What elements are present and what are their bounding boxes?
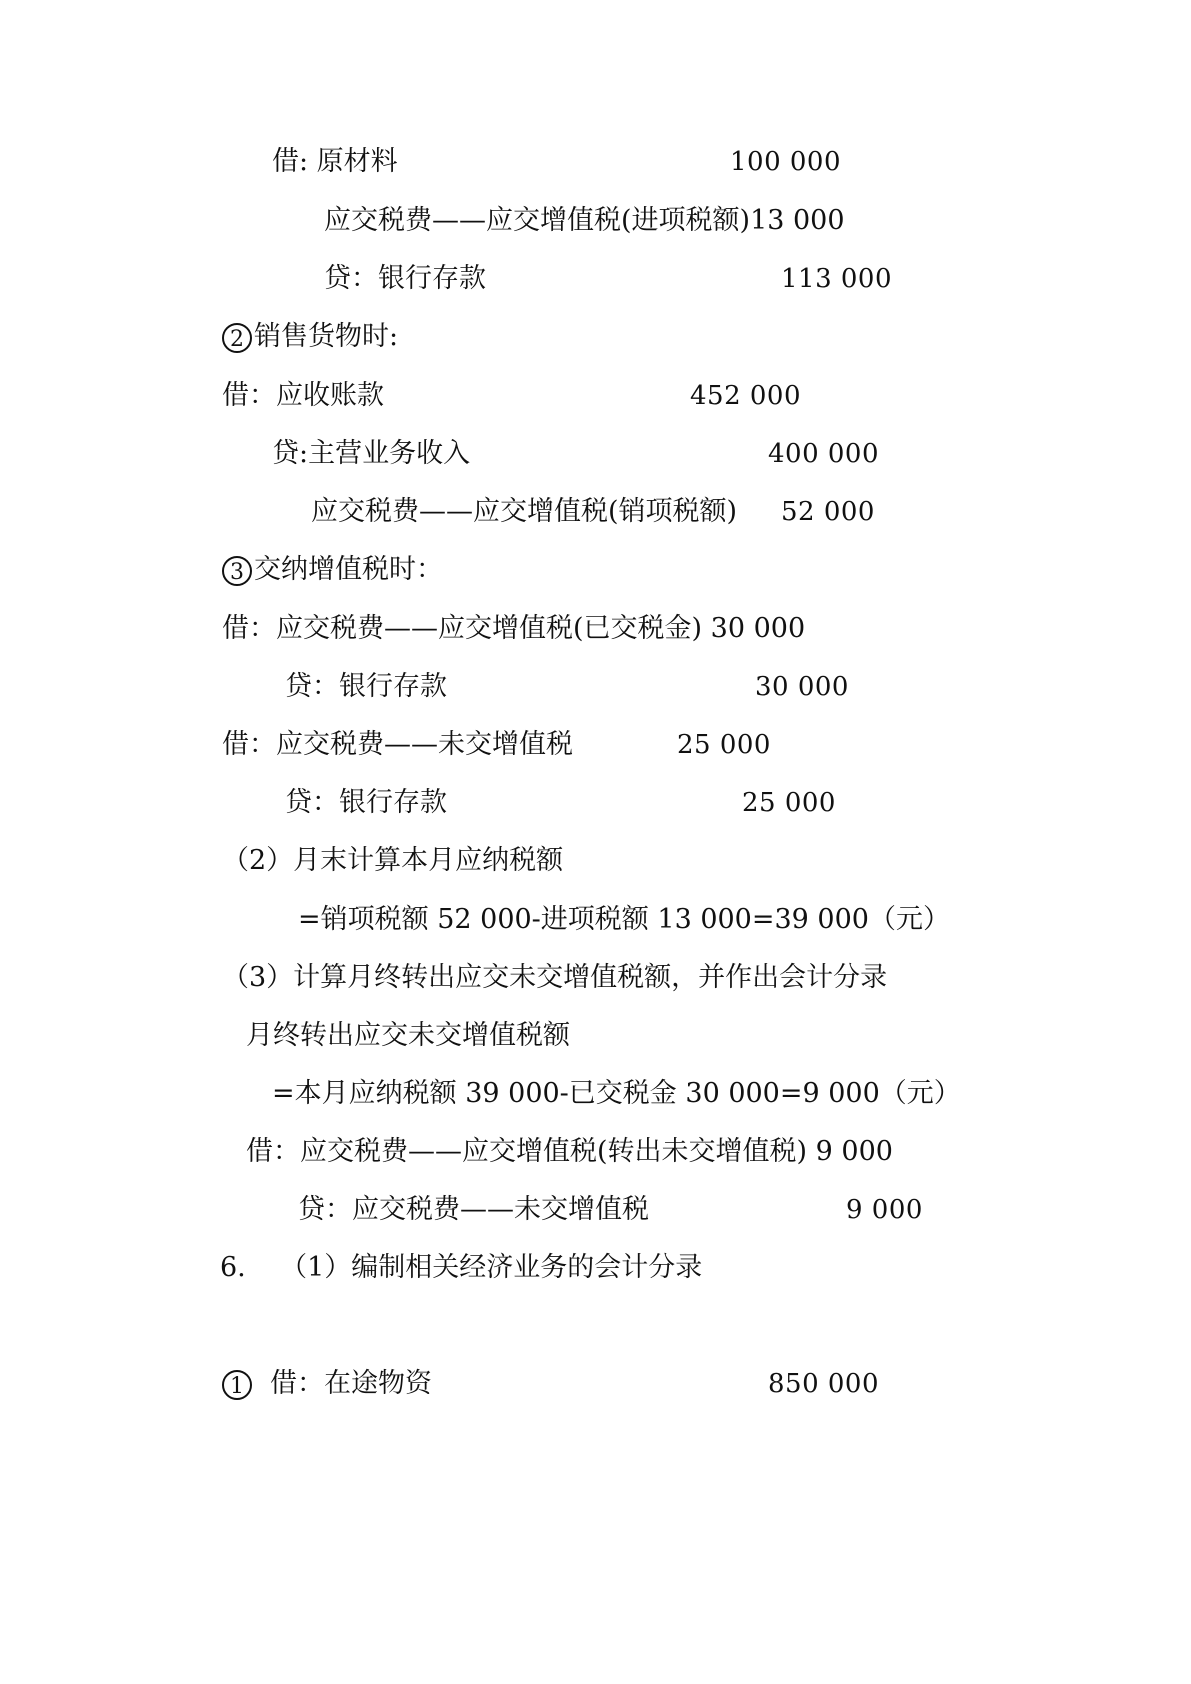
circled-number-marker: 1: [222, 1370, 252, 1400]
entry-debit-vat-paid: 借：应交税费——应交增值税(已交税金) 30 000: [222, 613, 806, 644]
amount-credit-main-revenue: 400 000: [768, 439, 880, 469]
entry-output-vat: 应交税费——应交增值税(销项税额): [311, 496, 738, 527]
amount-output-vat: 52 000: [781, 497, 875, 527]
step-heading-label: 销售货物时:: [254, 321, 399, 352]
amount-debit-accounts-receivable: 452 000: [690, 381, 802, 411]
amount-credit-bank-deposit: 30 000: [755, 672, 849, 702]
entry-credit-bank-deposit: 贷：银行存款: [285, 787, 447, 818]
section-question-6: 6. （1）编制相关经济业务的会计分录: [220, 1252, 703, 1283]
amount-credit-unpaid-vat: 9 000: [846, 1195, 923, 1225]
amount-debit-goods-in-transit: 850 000: [768, 1369, 880, 1399]
section-transfer-unpaid-vat: （3）计算月终转出应交未交增值税额，并作出会计分录: [222, 962, 888, 993]
entry-credit-main-revenue: 贷:主营业务收入: [272, 438, 471, 469]
step-heading-label: 交纳增值税时：: [254, 554, 443, 585]
circled-number-marker: 2: [222, 323, 252, 353]
entry-debit-unpaid-vat: 借：应交税费——未交增值税: [222, 729, 573, 760]
entry-debit-goods-in-transit: [222, 1367, 432, 1401]
step-sale-goods-heading: [222, 320, 398, 354]
step-pay-vat-heading: [222, 553, 443, 587]
formula-unpaid-vat: =本月应纳税额 39 000-已交税金 30 000=9 000（元）: [272, 1078, 961, 1109]
entry-credit-bank-deposit: 贷：银行存款: [324, 263, 486, 294]
label-transfer-unpaid-vat: 月终转出应交未交增值税额: [246, 1020, 570, 1051]
entry-debit-transfer-unpaid-vat: 借：应交税费——应交增值税(转出未交增值税) 9 000: [246, 1136, 893, 1167]
entry-debit-raw-materials: 借: 原材料: [272, 146, 398, 177]
amount-credit-bank-deposit: 113 000: [781, 264, 893, 294]
circled-number-marker: 3: [222, 556, 252, 586]
entry-input-vat: 应交税费——应交增值税(进项税额)13 000: [324, 205, 845, 236]
amount-credit-bank-deposit: 25 000: [742, 788, 836, 818]
section-month-end-tax-payable: （2）月末计算本月应纳税额: [222, 845, 564, 876]
amount-debit-raw-materials: 100 000: [730, 147, 842, 177]
amount-debit-unpaid-vat: 25 000: [677, 730, 771, 760]
entry-label: 借：在途物资: [270, 1368, 432, 1399]
entry-credit-unpaid-vat: 贷：应交税费——未交增值税: [298, 1194, 649, 1225]
formula-tax-payable: =销项税额 52 000-进项税额 13 000=39 000（元）: [298, 904, 950, 935]
entry-debit-accounts-receivable: 借：应收账款: [222, 380, 384, 411]
entry-credit-bank-deposit: 贷：银行存款: [285, 671, 447, 702]
